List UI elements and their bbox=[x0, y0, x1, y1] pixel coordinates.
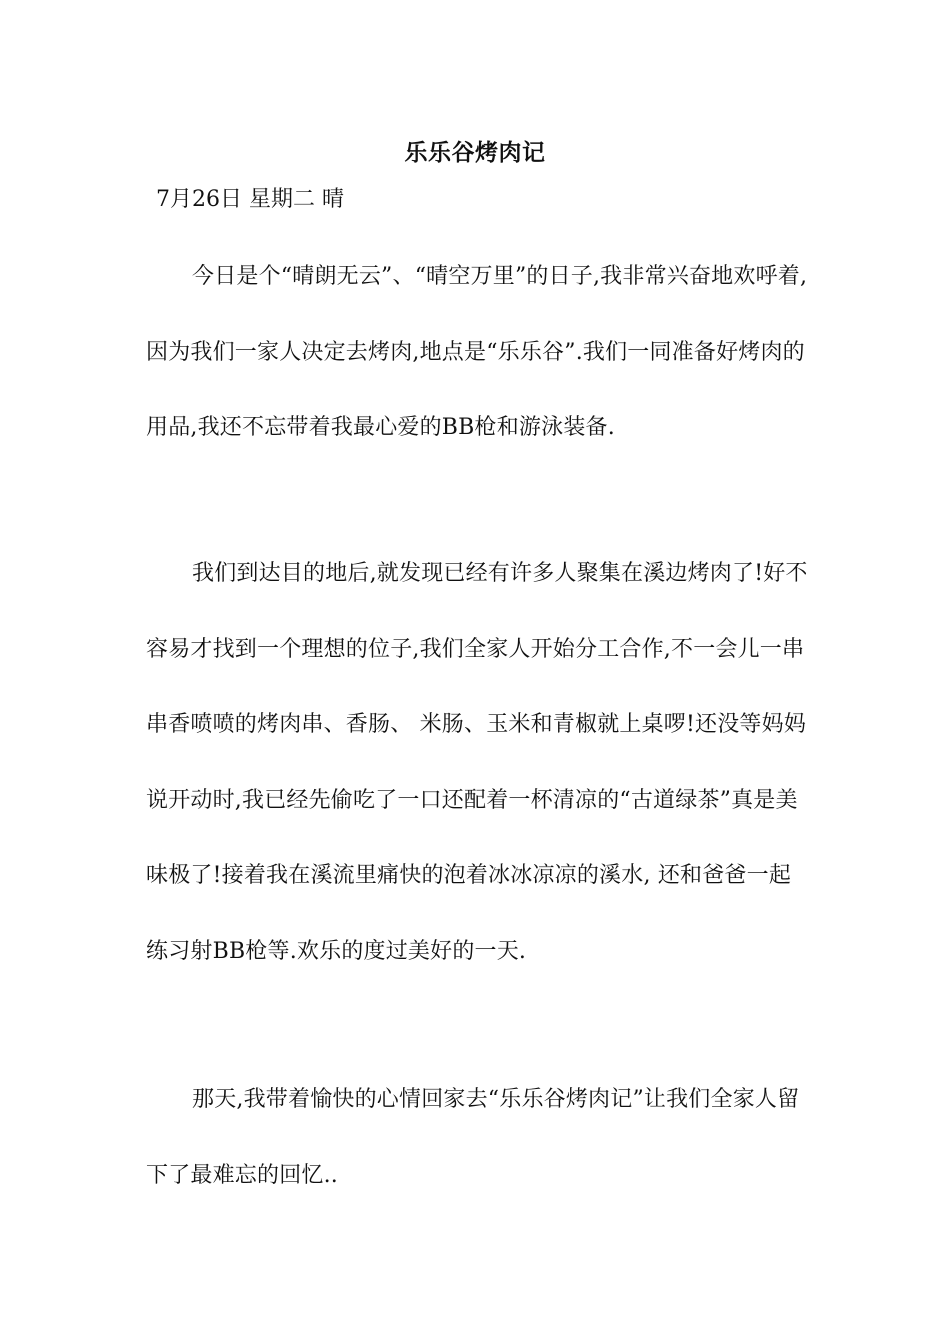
paragraph-2: 我们到达目的地后,就发现已经有许多人聚集在溪边烤肉了!好不容易才找到一个理想的位子,我们全家人开始分工合作,不一会儿一串串香喷喷的烤肉串、香肠、 米肠、玉米和青椒就上桌啰!还没等妈妈说开动时,我已经先偷吃了一口还配着一杯清凉的“古道绿茶”真是美味极了!接着我在溪流里痛快的泡着冰冰凉凉的溪水, 还和爸爸一起练习射BB枪等.欢乐的度过美好的一天. bbox=[146, 561, 808, 964]
paragraph-3: 那天,我带着愉快的心情回家去“乐乐谷烤肉记”让我们全家人留下了最难忘的回忆.. bbox=[146, 1087, 800, 1188]
paragraph-1: 今日是个“晴朗无云”、“晴空万里”的日子,我非常兴奋地欢呼着,因为我们一家人决定去烤肉,地点是“乐乐谷”.我们一同准备好烤肉的用品,我还不忘带着我最心爱的BB枪和游泳装备. bbox=[146, 264, 808, 440]
dateline: 7月26日 星期二 晴 bbox=[156, 187, 344, 212]
document-title: 乐乐谷烤肉记 bbox=[404, 139, 546, 166]
